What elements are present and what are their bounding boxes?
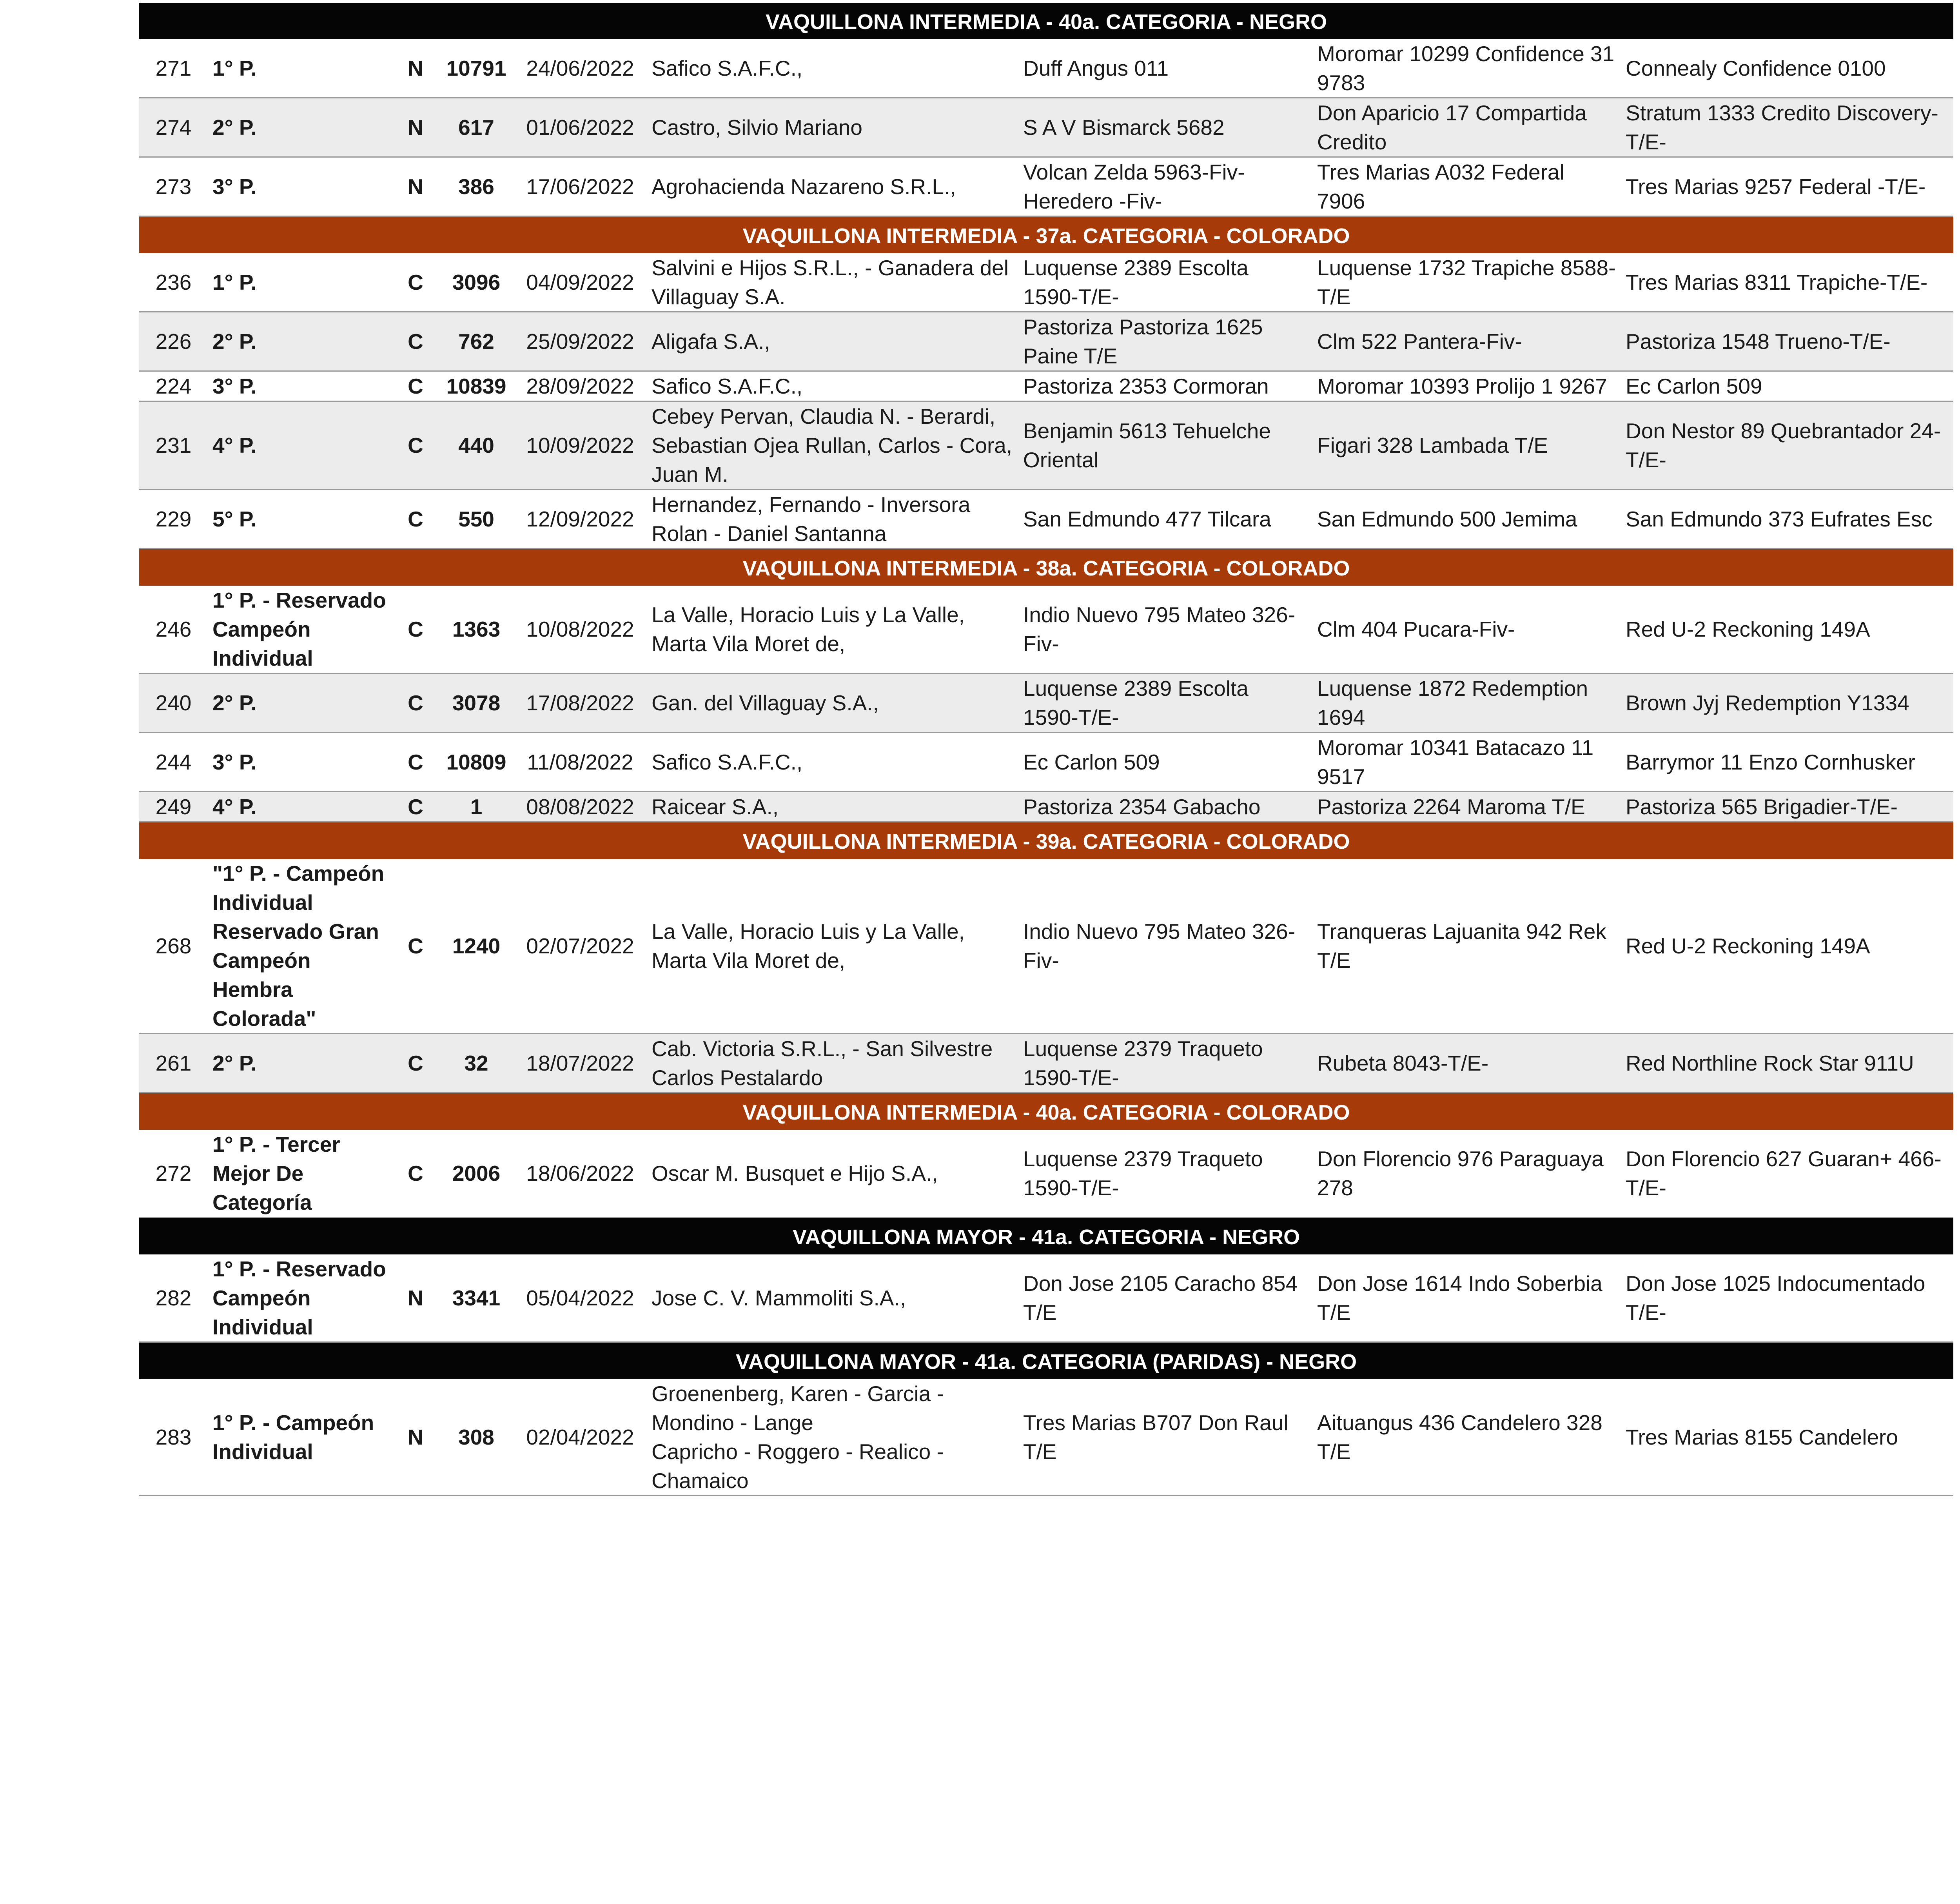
dam: Clm 522 Pantera-Fiv- bbox=[1312, 312, 1621, 371]
dam-sire: Tres Marias 9257 Federal -T/E- bbox=[1621, 157, 1953, 216]
dam-sire: Red U-2 Reckoning 149A bbox=[1621, 859, 1953, 1034]
owner: Cebey Pervan, Claudia N. - Berardi, Sebastian Ojea Rullan, Carlos - Cora, Juan M. bbox=[647, 401, 1018, 490]
table-row bbox=[139, 673, 1953, 733]
color-code: C bbox=[392, 1130, 439, 1218]
lot-number: 240 bbox=[139, 673, 208, 733]
birth-date: 02/07/2022 bbox=[514, 859, 647, 1034]
table-row bbox=[139, 859, 1953, 1034]
prize: 1° P. - Tercer Mejor De Categoría bbox=[208, 1130, 392, 1218]
dam-sire: Pastoriza 1548 Trueno-T/E- bbox=[1621, 312, 1953, 371]
lot-number: 283 bbox=[139, 1379, 208, 1496]
sire: Luquense 2379 Traqueto 1590-T/E- bbox=[1018, 1130, 1312, 1218]
prize: 1° P. - Reservado Campeón Individual bbox=[208, 586, 392, 673]
birth-date: 25/09/2022 bbox=[514, 312, 647, 371]
table-row bbox=[139, 586, 1953, 673]
lot-number: 236 bbox=[139, 253, 208, 312]
color-code: N bbox=[392, 1379, 439, 1496]
rp-number: 1240 bbox=[439, 859, 514, 1034]
prize: 1° P. bbox=[208, 253, 392, 312]
dam-sire: Tres Marias 8155 Candelero bbox=[1621, 1379, 1953, 1496]
birth-date: 17/08/2022 bbox=[514, 673, 647, 733]
dam-sire: Connealy Confidence 0100 bbox=[1621, 39, 1953, 98]
rp-number: 308 bbox=[439, 1379, 514, 1496]
dam-sire: Don Nestor 89 Quebrantador 24-T/E- bbox=[1621, 401, 1953, 490]
dam-sire: Don Jose 1025 Indocumentado T/E- bbox=[1621, 1254, 1953, 1342]
sire: Duff Angus 011 bbox=[1018, 39, 1312, 98]
category-title: VAQUILLONA MAYOR - 41a. CATEGORIA - NEGRO bbox=[139, 1218, 1953, 1255]
birth-date: 01/06/2022 bbox=[514, 98, 647, 157]
table-row bbox=[139, 312, 1953, 371]
dam-sire: San Edmundo 373 Eufrates Esc bbox=[1621, 490, 1953, 549]
color-code: C bbox=[392, 253, 439, 312]
color-code: C bbox=[392, 673, 439, 733]
sire: Volcan Zelda 5963-Fiv-Heredero -Fiv- bbox=[1018, 157, 1312, 216]
dam: Rubeta 8043-T/E- bbox=[1312, 1034, 1621, 1093]
owner: Groenenberg, Karen - Garcia - Mondino - Lange Capricho - Roggero - Realico - Chamaico bbox=[647, 1379, 1018, 1496]
sire: Tres Marias B707 Don Raul T/E bbox=[1018, 1379, 1312, 1496]
rp-number: 32 bbox=[439, 1034, 514, 1093]
table-row bbox=[139, 401, 1953, 490]
prize: 3° P. bbox=[208, 371, 392, 401]
color-code: C bbox=[392, 312, 439, 371]
rp-number: 10809 bbox=[439, 733, 514, 792]
prize: 1° P. bbox=[208, 39, 392, 98]
dam: Figari 328 Lambada T/E bbox=[1312, 401, 1621, 490]
table-row bbox=[139, 792, 1953, 822]
birth-date: 28/09/2022 bbox=[514, 371, 647, 401]
category-title: VAQUILLONA INTERMEDIA - 38a. CATEGORIA - COLORADO bbox=[139, 549, 1953, 586]
birth-date: 24/06/2022 bbox=[514, 39, 647, 98]
rp-number: 10791 bbox=[439, 39, 514, 98]
prize: 4° P. bbox=[208, 792, 392, 822]
dam-sire: Red Northline Rock Star 911U bbox=[1621, 1034, 1953, 1093]
rp-number: 1363 bbox=[439, 586, 514, 673]
birth-date: 02/04/2022 bbox=[514, 1379, 647, 1496]
owner: Aligafa S.A., bbox=[647, 312, 1018, 371]
prize: "1° P. - Campeón Individual Reservado Gran Campeón Hembra Colorada" bbox=[208, 859, 392, 1034]
owner: Agrohacienda Nazareno S.R.L., bbox=[647, 157, 1018, 216]
lot-number: 271 bbox=[139, 39, 208, 98]
dam-sire: Stratum 1333 Credito Discovery-T/E- bbox=[1621, 98, 1953, 157]
dam: Don Aparicio 17 Compartida Credito bbox=[1312, 98, 1621, 157]
owner: Hernandez, Fernando - Inversora Rolan - Daniel Santanna bbox=[647, 490, 1018, 549]
lot-number: 231 bbox=[139, 401, 208, 490]
dam: Moromar 10299 Confidence 31 9783 bbox=[1312, 39, 1621, 98]
sire: Pastoriza 2354 Gabacho bbox=[1018, 792, 1312, 822]
dam: Clm 404 Pucara-Fiv- bbox=[1312, 586, 1621, 673]
category-header-row bbox=[139, 216, 1953, 254]
color-code: C bbox=[392, 733, 439, 792]
birth-date: 18/06/2022 bbox=[514, 1130, 647, 1218]
lot-number: 273 bbox=[139, 157, 208, 216]
rp-number: 3078 bbox=[439, 673, 514, 733]
color-code: N bbox=[392, 157, 439, 216]
birth-date: 10/09/2022 bbox=[514, 401, 647, 490]
category-title: VAQUILLONA INTERMEDIA - 40a. CATEGORIA - COLORADO bbox=[139, 1093, 1953, 1130]
prize: 3° P. bbox=[208, 157, 392, 216]
table-row bbox=[139, 39, 1953, 98]
sire: Pastoriza 2353 Cormoran bbox=[1018, 371, 1312, 401]
color-code: C bbox=[392, 490, 439, 549]
owner: Safico S.A.F.C., bbox=[647, 733, 1018, 792]
sire: Ec Carlon 509 bbox=[1018, 733, 1312, 792]
rp-number: 1 bbox=[439, 792, 514, 822]
owner: Jose C. V. Mammoliti S.A., bbox=[647, 1254, 1018, 1342]
table-row bbox=[139, 1130, 1953, 1218]
birth-date: 11/08/2022 bbox=[514, 733, 647, 792]
results-table bbox=[139, 3, 1953, 1496]
dam: Tranqueras Lajuanita 942 Rek T/E bbox=[1312, 859, 1621, 1034]
category-header-row bbox=[139, 1342, 1953, 1379]
results-body bbox=[139, 3, 1953, 1496]
table-row bbox=[139, 1034, 1953, 1093]
lot-number: 246 bbox=[139, 586, 208, 673]
category-title: VAQUILLONA INTERMEDIA - 37a. CATEGORIA - COLORADO bbox=[139, 216, 1953, 254]
prize: 2° P. bbox=[208, 98, 392, 157]
dam: Pastoriza 2264 Maroma T/E bbox=[1312, 792, 1621, 822]
table-row bbox=[139, 253, 1953, 312]
dam: Luquense 1732 Trapiche 8588-T/E bbox=[1312, 253, 1621, 312]
dam: Moromar 10393 Prolijo 1 9267 bbox=[1312, 371, 1621, 401]
owner: Salvini e Hijos S.R.L., - Ganadera del Villaguay S.A. bbox=[647, 253, 1018, 312]
dam: Don Jose 1614 Indo Soberbia T/E bbox=[1312, 1254, 1621, 1342]
category-header-row bbox=[139, 3, 1953, 39]
owner: La Valle, Horacio Luis y La Valle, Marta Vila Moret de, bbox=[647, 586, 1018, 673]
sire: Indio Nuevo 795 Mateo 326-Fiv- bbox=[1018, 586, 1312, 673]
lot-number: 224 bbox=[139, 371, 208, 401]
lot-number: 244 bbox=[139, 733, 208, 792]
owner: Raicear S.A., bbox=[647, 792, 1018, 822]
owner: Oscar M. Busquet e Hijo S.A., bbox=[647, 1130, 1018, 1218]
rp-number: 10839 bbox=[439, 371, 514, 401]
sire: Don Jose 2105 Caracho 854 T/E bbox=[1018, 1254, 1312, 1342]
dam: Tres Marias A032 Federal 7906 bbox=[1312, 157, 1621, 216]
owner: Safico S.A.F.C., bbox=[647, 371, 1018, 401]
color-code: C bbox=[392, 401, 439, 490]
table-row bbox=[139, 157, 1953, 216]
rp-number: 386 bbox=[439, 157, 514, 216]
dam-sire: Barrymor 11 Enzo Cornhusker bbox=[1621, 733, 1953, 792]
rp-number: 550 bbox=[439, 490, 514, 549]
table-row bbox=[139, 98, 1953, 157]
lot-number: 268 bbox=[139, 859, 208, 1034]
birth-date: 10/08/2022 bbox=[514, 586, 647, 673]
lot-number: 282 bbox=[139, 1254, 208, 1342]
dam-sire: Don Florencio 627 Guaran+ 466-T/E- bbox=[1621, 1130, 1953, 1218]
category-header-row bbox=[139, 549, 1953, 586]
color-code: C bbox=[392, 792, 439, 822]
dam: Aituangus 436 Candelero 328 T/E bbox=[1312, 1379, 1621, 1496]
rp-number: 762 bbox=[439, 312, 514, 371]
category-title: VAQUILLONA INTERMEDIA - 39a. CATEGORIA - COLORADO bbox=[139, 822, 1953, 859]
dam: Luquense 1872 Redemption 1694 bbox=[1312, 673, 1621, 733]
dam-sire: Pastoriza 565 Brigadier-T/E- bbox=[1621, 792, 1953, 822]
birth-date: 18/07/2022 bbox=[514, 1034, 647, 1093]
sire: Luquense 2389 Escolta 1590-T/E- bbox=[1018, 253, 1312, 312]
prize: 2° P. bbox=[208, 312, 392, 371]
color-code: C bbox=[392, 1034, 439, 1093]
prize: 3° P. bbox=[208, 733, 392, 792]
prize: 2° P. bbox=[208, 673, 392, 733]
owner: Cab. Victoria S.R.L., - San Silvestre Carlos Pestalardo bbox=[647, 1034, 1018, 1093]
sire: Benjamin 5613 Tehuelche Oriental bbox=[1018, 401, 1312, 490]
birth-date: 08/08/2022 bbox=[514, 792, 647, 822]
prize: 2° P. bbox=[208, 1034, 392, 1093]
rp-number: 3096 bbox=[439, 253, 514, 312]
category-title: VAQUILLONA INTERMEDIA - 40a. CATEGORIA - NEGRO bbox=[139, 3, 1953, 39]
dam-sire: Ec Carlon 509 bbox=[1621, 371, 1953, 401]
prize: 4° P. bbox=[208, 401, 392, 490]
table-row bbox=[139, 733, 1953, 792]
sire: Luquense 2389 Escolta 1590-T/E- bbox=[1018, 673, 1312, 733]
lot-number: 249 bbox=[139, 792, 208, 822]
category-header-row bbox=[139, 1093, 1953, 1130]
dam: Moromar 10341 Batacazo 11 9517 bbox=[1312, 733, 1621, 792]
color-code: N bbox=[392, 39, 439, 98]
color-code: N bbox=[392, 98, 439, 157]
owner: La Valle, Horacio Luis y La Valle, Marta Vila Moret de, bbox=[647, 859, 1018, 1034]
color-code: C bbox=[392, 371, 439, 401]
color-code: C bbox=[392, 859, 439, 1034]
lot-number: 226 bbox=[139, 312, 208, 371]
birth-date: 04/09/2022 bbox=[514, 253, 647, 312]
category-header-row bbox=[139, 1218, 1953, 1255]
prize: 1° P. - Campeón Individual bbox=[208, 1379, 392, 1496]
lot-number: 261 bbox=[139, 1034, 208, 1093]
lot-number: 229 bbox=[139, 490, 208, 549]
sire: S A V Bismarck 5682 bbox=[1018, 98, 1312, 157]
rp-number: 440 bbox=[439, 401, 514, 490]
table-row bbox=[139, 1254, 1953, 1342]
category-header-row bbox=[139, 822, 1953, 859]
prize: 1° P. - Reservado Campeón Individual bbox=[208, 1254, 392, 1342]
table-row bbox=[139, 490, 1953, 549]
dam-sire: Tres Marias 8311 Trapiche-T/E- bbox=[1621, 253, 1953, 312]
dam-sire: Red U-2 Reckoning 149A bbox=[1621, 586, 1953, 673]
color-code: N bbox=[392, 1254, 439, 1342]
dam: San Edmundo 500 Jemima bbox=[1312, 490, 1621, 549]
table-row bbox=[139, 371, 1953, 401]
rp-number: 617 bbox=[439, 98, 514, 157]
sire: Indio Nuevo 795 Mateo 326-Fiv- bbox=[1018, 859, 1312, 1034]
owner: Gan. del Villaguay S.A., bbox=[647, 673, 1018, 733]
prize: 5° P. bbox=[208, 490, 392, 549]
sire: Luquense 2379 Traqueto 1590-T/E- bbox=[1018, 1034, 1312, 1093]
category-title: VAQUILLONA MAYOR - 41a. CATEGORIA (PARIDAS) - NEGRO bbox=[139, 1342, 1953, 1379]
dam-sire: Brown Jyj Redemption Y1334 bbox=[1621, 673, 1953, 733]
sire: San Edmundo 477 Tilcara bbox=[1018, 490, 1312, 549]
dam: Don Florencio 976 Paraguaya 278 bbox=[1312, 1130, 1621, 1218]
lot-number: 274 bbox=[139, 98, 208, 157]
owner: Castro, Silvio Mariano bbox=[647, 98, 1018, 157]
lot-number: 272 bbox=[139, 1130, 208, 1218]
table-row bbox=[139, 1379, 1953, 1496]
birth-date: 05/04/2022 bbox=[514, 1254, 647, 1342]
sire: Pastoriza Pastoriza 1625 Paine T/E bbox=[1018, 312, 1312, 371]
birth-date: 17/06/2022 bbox=[514, 157, 647, 216]
rp-number: 3341 bbox=[439, 1254, 514, 1342]
color-code: C bbox=[392, 586, 439, 673]
owner: Safico S.A.F.C., bbox=[647, 39, 1018, 98]
rp-number: 2006 bbox=[439, 1130, 514, 1218]
birth-date: 12/09/2022 bbox=[514, 490, 647, 549]
